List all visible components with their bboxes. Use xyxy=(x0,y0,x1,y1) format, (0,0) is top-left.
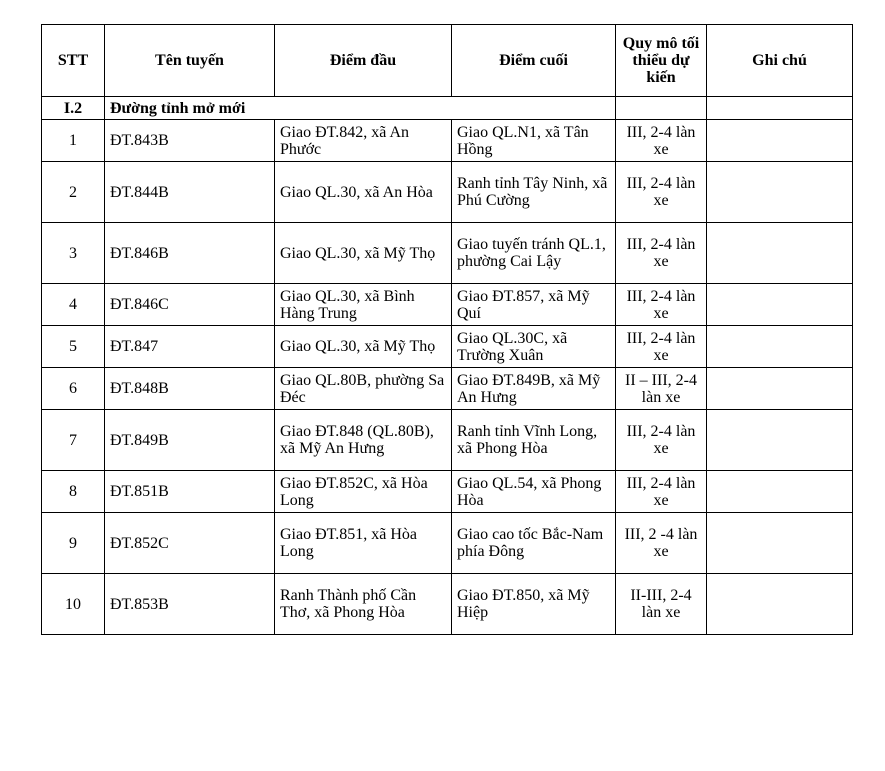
row-note xyxy=(707,574,853,635)
table-row xyxy=(42,574,853,635)
row-start-point: Giao QL.30, xã Mỹ Thọ xyxy=(275,326,452,368)
row-end-point: Giao cao tốc Bắc-Nam phía Đông xyxy=(452,513,616,574)
row-min-scale: III, 2-4 làn xe xyxy=(616,284,707,326)
row-start-point: Ranh Thành phố Cần Thơ, xã Phong Hòa xyxy=(275,574,452,635)
table-row xyxy=(42,284,853,326)
row-start-point: Giao ĐT.852C, xã Hòa Long xyxy=(275,471,452,513)
table-row xyxy=(42,368,853,410)
row-route-name: ĐT.843B xyxy=(105,120,275,162)
header-min-scale: Quy mô tối thiểu dự kiến xyxy=(616,25,707,97)
routes-table xyxy=(41,24,853,635)
header-route-name: Tên tuyến xyxy=(105,25,275,97)
row-route-name: ĐT.849B xyxy=(105,410,275,471)
row-min-scale: III, 2 -4 làn xe xyxy=(616,513,707,574)
table-row xyxy=(42,471,853,513)
row-min-scale: III, 2-4 làn xe xyxy=(616,410,707,471)
row-stt: 3 xyxy=(42,223,105,284)
row-start-point: Giao QL.80B, phường Sa Đéc xyxy=(275,368,452,410)
table-row xyxy=(42,223,853,284)
row-end-point: Ranh tỉnh Vĩnh Long, xã Phong Hòa xyxy=(452,410,616,471)
row-route-name: ĐT.853B xyxy=(105,574,275,635)
row-end-point: Giao tuyến tránh QL.1, phường Cai Lậy xyxy=(452,223,616,284)
row-note xyxy=(707,471,853,513)
row-start-point: Giao QL.30, xã Bình Hàng Trung xyxy=(275,284,452,326)
section-row xyxy=(42,97,853,120)
row-note xyxy=(707,513,853,574)
header-start-point: Điểm đầu xyxy=(275,25,452,97)
table-row xyxy=(42,120,853,162)
row-start-point: Giao QL.30, xã An Hòa xyxy=(275,162,452,223)
row-route-name: ĐT.846C xyxy=(105,284,275,326)
row-note xyxy=(707,223,853,284)
row-min-scale: III, 2-4 làn xe xyxy=(616,326,707,368)
row-note xyxy=(707,410,853,471)
row-stt: 10 xyxy=(42,574,105,635)
row-end-point: Giao ĐT.857, xã Mỹ Quí xyxy=(452,284,616,326)
section-number: I.2 xyxy=(42,97,105,120)
row-stt: 4 xyxy=(42,284,105,326)
row-start-point: Giao ĐT.851, xã Hòa Long xyxy=(275,513,452,574)
row-min-scale: II – III, 2-4 làn xe xyxy=(616,368,707,410)
header-row xyxy=(42,25,853,97)
row-route-name: ĐT.847 xyxy=(105,326,275,368)
header-end-point: Điểm cuối xyxy=(452,25,616,97)
row-stt: 1 xyxy=(42,120,105,162)
row-stt: 6 xyxy=(42,368,105,410)
row-end-point: Giao ĐT.849B, xã Mỹ An Hưng xyxy=(452,368,616,410)
table-row xyxy=(42,513,853,574)
row-note xyxy=(707,162,853,223)
row-min-scale: III, 2-4 làn xe xyxy=(616,223,707,284)
row-end-point: Ranh tỉnh Tây Ninh, xã Phú Cường xyxy=(452,162,616,223)
row-stt: 7 xyxy=(42,410,105,471)
section-title: Đường tỉnh mở mới xyxy=(105,97,616,120)
section-scale-cell xyxy=(616,97,707,120)
header-note: Ghi chú xyxy=(707,25,853,97)
row-min-scale: II-III, 2-4 làn xe xyxy=(616,574,707,635)
row-end-point: Giao ĐT.850, xã Mỹ Hiệp xyxy=(452,574,616,635)
section-note-cell xyxy=(707,97,853,120)
row-stt: 2 xyxy=(42,162,105,223)
row-min-scale: III, 2-4 làn xe xyxy=(616,120,707,162)
row-route-name: ĐT.852C xyxy=(105,513,275,574)
row-note xyxy=(707,120,853,162)
row-min-scale: III, 2-4 làn xe xyxy=(616,471,707,513)
table-row xyxy=(42,410,853,471)
row-stt: 9 xyxy=(42,513,105,574)
row-min-scale: III, 2-4 làn xe xyxy=(616,162,707,223)
row-end-point: Giao QL.30C, xã Trường Xuân xyxy=(452,326,616,368)
table-row xyxy=(42,326,853,368)
table-row xyxy=(42,162,853,223)
row-start-point: Giao QL.30, xã Mỹ Thọ xyxy=(275,223,452,284)
row-start-point: Giao ĐT.848 (QL.80B), xã Mỹ An Hưng xyxy=(275,410,452,471)
row-note xyxy=(707,284,853,326)
row-route-name: ĐT.844B xyxy=(105,162,275,223)
row-start-point: Giao ĐT.842, xã An Phước xyxy=(275,120,452,162)
row-end-point: Giao QL.54, xã Phong Hòa xyxy=(452,471,616,513)
row-note xyxy=(707,326,853,368)
row-route-name: ĐT.851B xyxy=(105,471,275,513)
row-route-name: ĐT.846B xyxy=(105,223,275,284)
row-note xyxy=(707,368,853,410)
header-stt: STT xyxy=(42,25,105,97)
row-stt: 8 xyxy=(42,471,105,513)
row-end-point: Giao QL.N1, xã Tân Hồng xyxy=(452,120,616,162)
row-stt: 5 xyxy=(42,326,105,368)
row-route-name: ĐT.848B xyxy=(105,368,275,410)
